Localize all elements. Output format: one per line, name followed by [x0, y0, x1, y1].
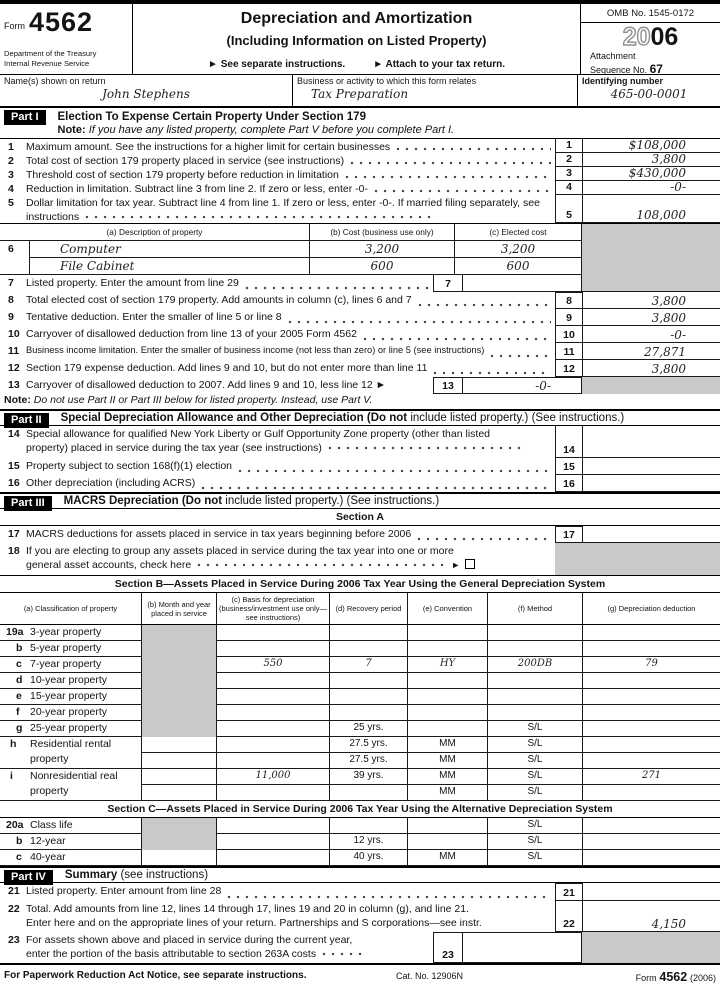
line-21-label: Listed property. Enter amount from line 28	[26, 885, 222, 897]
line-16-value-field[interactable]	[583, 475, 720, 492]
form-header	[0, 4, 720, 75]
name-value[interactable]: John Stephens	[102, 87, 190, 101]
line-12-label: Section 179 expense deduction. Add lines 9 and 10, but do not enter more than line 11	[26, 362, 428, 374]
dotted-leader	[396, 142, 551, 152]
part1-title: Election To Expense Certain Property Under Section 179	[57, 111, 366, 123]
section-b-title: Section B—Assets Placed in Service During 2006 Tax Year Using the General Depreciation System	[0, 575, 720, 593]
line-17-label: MACRS deductions for assets placed in service in tax years beginning before 2006	[26, 528, 412, 540]
attachment-sequence: Attachment Sequence No. 67	[590, 51, 663, 77]
line-16-label: Other depreciation (including ACRS)	[26, 477, 196, 489]
line-11-value-field[interactable]: 27,871	[583, 343, 720, 360]
line-13-number-box: 13	[433, 377, 463, 394]
line-4-row: 4 Reduction in limitation. Subtract line 3 from line 2. If zero or less, enter -0- 4 -0-	[0, 181, 720, 195]
line-17-number-box: 17	[555, 526, 583, 543]
deduction-field[interactable]	[583, 818, 720, 834]
line-8-number-box: 8	[555, 292, 583, 309]
line-17-value-field[interactable]	[583, 526, 720, 543]
recovery-field[interactable]	[330, 689, 408, 705]
recovery-field[interactable]	[330, 673, 408, 689]
line-13-value-field[interactable]: -0-	[463, 377, 582, 394]
basis-field[interactable]: 550	[217, 657, 330, 673]
recovery-preprinted: 25 yrs.	[330, 721, 408, 737]
month-year-field[interactable]	[142, 785, 217, 801]
agency-label: Department of the Treasury Internal Revenue Service	[4, 49, 97, 69]
line-5-row: 5 Dollar limitation for tax year. Subtract line 4 from line 1. If zero or less, enter -0-. If married filing separately, see instructions 5 108,000	[0, 195, 720, 223]
omb-number: OMB No. 1545-0172	[581, 4, 720, 23]
line-8-label: Total elected cost of section 179 property. Add amounts in column (c), lines 6 and 7	[26, 294, 412, 306]
line-11-label: Business income limitation. Enter the smaller of business income (not less than zero) or line 5 (see instructions)	[26, 345, 485, 355]
line-2-number-box: 2	[555, 153, 583, 167]
line-7-row: 7 Listed property. Enter the amount from line 29 7	[0, 275, 720, 292]
line-9-label: Tentative deduction. Enter the smaller of line 5 or line 8	[26, 311, 282, 323]
line-14-number-box: 14	[555, 426, 583, 458]
basis-field[interactable]	[217, 689, 330, 705]
deduction-field[interactable]	[583, 834, 720, 850]
deduction-field[interactable]	[583, 785, 720, 801]
convention-field[interactable]	[408, 834, 488, 850]
col-c-header: (c) Basis for depreciation (business/investment use only—see instructions)	[217, 593, 330, 624]
name-label: Name(s) shown on return	[4, 76, 106, 86]
basis-field[interactable]	[217, 737, 330, 753]
table-row-20a: 20a Class life S/L	[0, 818, 720, 834]
part2-tag: Part II	[4, 413, 49, 428]
shaded-cell	[142, 818, 217, 834]
convention-field[interactable]	[408, 818, 488, 834]
shaded-area	[555, 543, 720, 575]
recovery-field[interactable]	[330, 625, 408, 641]
shaded-cell	[142, 657, 217, 673]
line-9-value-field[interactable]: 3,800	[583, 309, 720, 326]
method-preprinted: S/L	[488, 834, 583, 850]
form-footer	[0, 963, 720, 984]
basis-field[interactable]	[217, 753, 330, 769]
property-cost-field[interactable]: 600	[310, 258, 455, 275]
line-15-number-box: 15	[555, 458, 583, 475]
property-description-field[interactable]: Computer	[30, 241, 310, 258]
line-22-value-field[interactable]: 4,150	[583, 901, 720, 932]
line-18-label: If you are electing to group any assets placed in service during the tax year into one or more	[26, 545, 454, 557]
line-21-number-box: 21	[555, 883, 583, 901]
basis-field[interactable]	[217, 705, 330, 721]
part4-title: Summary	[64, 869, 118, 881]
line-16-row: 16 Other depreciation (including ACRS) 16	[0, 475, 720, 492]
line-14-label: Special allowance for qualified New York Liberty or Gulf Opportunity Zone property (other than listed	[26, 428, 490, 440]
recovery-preprinted: 27.5 yrs.	[330, 753, 408, 769]
col-a-header: (a) Classification of property	[0, 593, 142, 624]
part1-bottom-note: Note: Do not use Part II or Part III below for listed property. Instead, use Part V.	[4, 394, 373, 406]
dotted-leader	[433, 366, 551, 376]
convention-preprinted: MM	[408, 737, 488, 753]
basis-field[interactable]	[217, 818, 330, 834]
line-5-value-field[interactable]: 108,000	[583, 195, 720, 223]
shaded-cell	[142, 689, 217, 705]
dotted-leader	[245, 281, 429, 291]
dotted-leader	[238, 464, 551, 474]
line-21-row: 21 Listed property. Enter amount from line 28 21	[0, 883, 720, 901]
recovery-field[interactable]	[330, 785, 408, 801]
line-23-number-box: 23	[433, 932, 463, 963]
line-23-label: For assets shown above and placed in service during the current year,	[26, 934, 353, 946]
deduction-field[interactable]	[583, 689, 720, 705]
recovery-preprinted: 12 yrs.	[330, 834, 408, 850]
business-value[interactable]: Tax Preparation	[311, 87, 409, 101]
line-1-number-box: 1	[555, 139, 583, 153]
line-6-property-row	[0, 258, 720, 275]
recovery-field[interactable]: 7	[330, 657, 408, 673]
method-field[interactable]	[488, 641, 583, 657]
method-field[interactable]	[488, 625, 583, 641]
property-description-field[interactable]: File Cabinet	[30, 258, 310, 275]
convention-preprinted: MM	[408, 850, 488, 866]
line-14-row: 14 Special allowance for qualified New York Liberty or Gulf Opportunity Zone property (other than listed property) placed in service during the tax year (see instructions) 14	[0, 426, 720, 458]
line-7-label: Listed property. Enter the amount from line 29	[26, 277, 239, 289]
line-3-row: 3 Threshold cost of section 179 property before reduction in limitation 3 $430,000	[0, 167, 720, 181]
part1-note: Note: If you have any listed property, complete Part V before you complete Part I.	[57, 124, 455, 136]
line-14-value-field[interactable]	[583, 426, 720, 458]
deduction-field[interactable]	[583, 753, 720, 769]
table-row-19f: f 20-year property	[0, 705, 720, 721]
tax-year: 2006	[622, 23, 679, 51]
line-10-row: 10 Carryover of disallowed deduction from line 13 of your 2005 Form 4562 10 -0-	[0, 326, 720, 343]
table-row-19h: h Residential rental property 27.5 yrs. MM S/L 27.5 yrs. MM S/L	[0, 737, 720, 769]
month-year-field[interactable]	[142, 850, 217, 866]
shaded-area	[582, 241, 720, 258]
recovery-preprinted: 39 yrs.	[330, 769, 408, 785]
group-assets-checkbox[interactable]	[465, 559, 475, 569]
month-year-field[interactable]	[142, 753, 217, 769]
col-b-header: (b) Cost (business use only)	[310, 224, 455, 241]
recovery-preprinted: 27.5 yrs.	[330, 737, 408, 753]
table-row-19i: i Nonresidential real property 11,000 39 yrs. MM S/L 271 MM S/L	[0, 769, 720, 801]
line-22-row: 22 Total. Add amounts from line 12, lines 14 through 17, lines 19 and 20 in column (g), and line 21. Enter here and on the appropriate lines of your return. Partnerships and S corporations—see instr. 22 4,150	[0, 901, 720, 932]
basis-field[interactable]: 11,000	[217, 769, 330, 785]
section-b-column-headers	[0, 593, 720, 625]
dotted-leader	[363, 332, 551, 342]
basis-field[interactable]	[217, 721, 330, 737]
method-field[interactable]	[488, 705, 583, 721]
method-preprinted: S/L	[488, 818, 583, 834]
method-preprinted: S/L	[488, 769, 583, 785]
table-row-19d: d 10-year property	[0, 673, 720, 689]
line-10-label: Carryover of disallowed deduction from line 13 of your 2005 Form 4562	[26, 328, 357, 340]
shaded-area	[582, 932, 720, 963]
attach-note: ► Attach to your tax return.	[373, 59, 505, 70]
table-row-19g: g 25-year property 25 yrs. S/L	[0, 721, 720, 737]
shaded-cell	[142, 625, 217, 641]
catalog-number: Cat. No. 12906N	[396, 971, 464, 981]
form-number-block	[0, 4, 133, 74]
deduction-field[interactable]	[583, 673, 720, 689]
form-number: 4562	[29, 7, 94, 37]
line-22-number-box: 22	[555, 901, 583, 932]
line-4-value-field[interactable]: -0-	[583, 181, 720, 195]
col-d-header: (d) Recovery period	[330, 593, 408, 624]
shaded-cell	[142, 641, 217, 657]
table-row-20b: b 12-year 12 yrs. S/L	[0, 834, 720, 850]
dotted-leader	[345, 170, 551, 180]
line-12-value-field[interactable]: 3,800	[583, 360, 720, 377]
part3-tag: Part III	[4, 496, 52, 511]
dotted-leader	[197, 559, 449, 568]
business-label: Business or activity to which this form relates	[297, 76, 477, 86]
line-18-row: 18 If you are electing to group any assets placed in service during the tax year into one or more general asset accounts, check here ►	[0, 543, 720, 575]
form-word-label: Form	[4, 21, 25, 31]
section-a-title: Section A	[0, 509, 720, 526]
shaded-cell	[142, 721, 217, 737]
dotted-leader	[85, 211, 437, 220]
part4-header: Part IV Summary (see instructions)	[0, 866, 720, 883]
part1-tag: Part I	[4, 110, 46, 125]
line-17-row: 17 MACRS deductions for assets placed in service in tax years beginning before 2006 17	[0, 526, 720, 543]
method-preprinted: S/L	[488, 850, 583, 866]
line-3-label: Threshold cost of section 179 property before reduction in limitation	[26, 169, 339, 181]
line-10-number-box: 10	[555, 326, 583, 343]
deduction-field[interactable]	[583, 625, 720, 641]
deduction-field[interactable]	[583, 850, 720, 866]
part3-title: MACRS Depreciation (Do not	[63, 495, 223, 507]
dotted-leader	[490, 349, 551, 359]
table-row-19e: e 15-year property	[0, 689, 720, 705]
line-3-number-box: 3	[555, 167, 583, 181]
table-row-20c: c 40-year 40 yrs. MM S/L	[0, 850, 720, 866]
shaded-area	[582, 275, 720, 292]
see-instructions-note: ► See separate instructions.	[208, 59, 346, 70]
convention-preprinted: MM	[408, 785, 488, 801]
line-13-label: Carryover of disallowed deduction to 2007. Add lines 9 and 10, less line 12 ►	[26, 379, 387, 391]
line-22-label: Total. Add amounts from line 12, lines 14 through 17, lines 19 and 20 in column (g), and line 21.	[26, 903, 470, 915]
shaded-cell	[142, 834, 217, 850]
basis-field[interactable]	[217, 673, 330, 689]
omb-block	[580, 4, 720, 77]
property-elected-cost-field[interactable]: 3,200	[455, 241, 582, 258]
part1-header	[0, 108, 720, 139]
line-13-row: 13 Carryover of disallowed deduction to 2007. Add lines 9 and 10, less line 12 ► 13 -0-	[0, 377, 720, 394]
table-row-19c: c 7-year property 550 7 HY 200DB 79	[0, 657, 720, 673]
deduction-field[interactable]	[583, 721, 720, 737]
form-title-block	[133, 4, 580, 74]
basis-field[interactable]	[217, 641, 330, 657]
dotted-leader	[227, 890, 551, 900]
convention-field[interactable]	[408, 705, 488, 721]
table-row-19b: b 5-year property	[0, 641, 720, 657]
dotted-leader	[288, 315, 551, 325]
dotted-leader	[418, 298, 551, 308]
paperwork-notice: For Paperwork Reduction Act Notice, see separate instructions.	[4, 970, 307, 981]
line-1-value-field[interactable]: $108,000	[583, 139, 720, 153]
basis-field[interactable]	[217, 625, 330, 641]
line-9-row: 9 Tentative deduction. Enter the smaller of line 5 or line 8 9 3,800	[0, 309, 720, 326]
convention-field[interactable]	[408, 673, 488, 689]
convention-field[interactable]	[408, 721, 488, 737]
line-23-row: 23 For assets shown above and placed in service during the current year, enter the portion of the basis attributable to section 263A costs 23	[0, 932, 720, 963]
col-f-header: (f) Method	[488, 593, 583, 624]
recovery-field[interactable]	[330, 705, 408, 721]
line-15-value-field[interactable]	[583, 458, 720, 475]
method-preprinted: S/L	[488, 737, 583, 753]
convention-field[interactable]	[408, 641, 488, 657]
month-year-field[interactable]	[142, 769, 217, 785]
method-field[interactable]	[488, 689, 583, 705]
part2-title: Special Depreciation Allowance and Other Depreciation (Do not	[60, 412, 408, 424]
recovery-field[interactable]	[330, 818, 408, 834]
line-4-number-box: 4	[555, 181, 583, 195]
col-g-header: (g) Depreciation deduction	[607, 604, 696, 613]
pointer-arrow: ►	[451, 559, 461, 570]
dotted-leader	[350, 156, 551, 166]
line-6-property-row: 6 Computer 3,200 3,200	[0, 241, 720, 258]
name-field[interactable]	[0, 75, 293, 106]
line-7-value-field[interactable]	[463, 275, 582, 292]
line-9-number-box: 9	[555, 309, 583, 326]
deduction-field[interactable]: 79	[583, 657, 720, 673]
col-c-header: (c) Elected cost	[455, 224, 582, 241]
identifying-number-value[interactable]: 465-00-0001	[610, 87, 688, 101]
dotted-leader	[417, 532, 551, 542]
convention-preprinted: MM	[408, 769, 488, 785]
line-5-number-box: 5	[555, 195, 583, 223]
table-row-19a: 19a 3-year property	[0, 625, 720, 641]
line-11-row: 11 Business income limitation. Enter the smaller of business income (not less than zero) or line 5 (see instructions) 11 27,871	[0, 343, 720, 360]
line-16-number-box: 16	[555, 475, 583, 492]
line-2-label: Total cost of section 179 property placed in service (see instructions)	[26, 155, 345, 167]
shaded-cell	[142, 673, 217, 689]
dotted-leader	[374, 184, 551, 194]
line-15-row: 15 Property subject to section 168(f)(1) election 15	[0, 458, 720, 475]
line-21-value-field[interactable]	[583, 883, 720, 901]
convention-field[interactable]	[408, 625, 488, 641]
recovery-field[interactable]	[330, 641, 408, 657]
dotted-leader	[201, 481, 551, 491]
month-year-field[interactable]	[142, 737, 217, 753]
line-1-row: 1 Maximum amount. See the instructions for a higher limit for certain businesses 1 $108,000	[0, 139, 720, 153]
col-a-header: (a) Description of property	[0, 224, 310, 241]
basis-field[interactable]	[217, 785, 330, 801]
line-2-value-field[interactable]: 3,800	[583, 153, 720, 167]
shaded-area	[582, 224, 720, 241]
deduction-field[interactable]	[583, 737, 720, 753]
line-23-value-field[interactable]	[463, 932, 582, 963]
property-cost-field[interactable]: 3,200	[310, 241, 455, 258]
line-7-number-box: 7	[433, 275, 463, 292]
business-field[interactable]	[293, 75, 578, 106]
line-2-row: 2 Total cost of section 179 property placed in service (see instructions) 2 3,800	[0, 153, 720, 167]
convention-field[interactable]	[408, 689, 488, 705]
line-15-label: Property subject to section 168(f)(1) election	[26, 460, 233, 472]
line-12-number-box: 12	[555, 360, 583, 377]
line-8-value-field[interactable]: 3,800	[583, 292, 720, 309]
part2-header: Part II Special Depreciation Allowance and Other Depreciation (Do not include listed property.) (See instructions.)	[0, 409, 720, 426]
identifying-number-label: Identifying number	[582, 76, 663, 86]
line-6-table-header	[0, 223, 720, 241]
line-10-value-field[interactable]: -0-	[583, 326, 720, 343]
line-1-label: Maximum amount. See the instructions for a higher limit for certain businesses	[26, 141, 391, 153]
identity-row	[0, 75, 720, 108]
method-preprinted: S/L	[488, 753, 583, 769]
line-4-label: Reduction in limitation. Subtract line 3 from line 2. If zero or less, enter -0-	[26, 183, 368, 195]
method-field[interactable]	[488, 673, 583, 689]
convention-field[interactable]: HY	[408, 657, 488, 673]
dotted-leader	[328, 442, 524, 451]
line-12-row: 12 Section 179 expense deduction. Add lines 9 and 10, but do not enter more than line 11 12 3,800	[0, 360, 720, 377]
shaded-cell	[142, 705, 217, 721]
form-footer-id: Form 4562 (2006)	[635, 970, 716, 984]
line-11-number-box: 11	[555, 343, 583, 360]
deduction-field[interactable]	[583, 705, 720, 721]
deduction-field[interactable]: 271	[583, 769, 720, 785]
basis-field[interactable]	[217, 850, 330, 866]
col-b-header: (b) Month and year placed in service	[142, 593, 217, 624]
line-8-row: 8 Total elected cost of section 179 property. Add amounts in column (c), lines 6 and 7 8 3,800	[0, 292, 720, 309]
method-preprinted: S/L	[488, 785, 583, 801]
identifying-number-field[interactable]	[578, 75, 720, 106]
part3-header: Part III MACRS Depreciation (Do not include listed property.) (See instructions.)	[0, 492, 720, 509]
shaded-area	[582, 377, 720, 394]
shaded-area	[582, 258, 720, 275]
recovery-preprinted: 40 yrs.	[330, 850, 408, 866]
method-field[interactable]: 200DB	[488, 657, 583, 673]
dotted-leader	[322, 948, 362, 957]
section-c-title: Section C—Assets Placed in Service During 2006 Tax Year Using the Alternative Depreciation System	[0, 801, 720, 818]
col-e-header: (e) Convention	[408, 593, 488, 624]
form-title: Depreciation and Amortization	[240, 10, 473, 27]
form-subtitle: (Including Information on Listed Property)	[226, 33, 487, 48]
convention-preprinted: MM	[408, 753, 488, 769]
part4-tag: Part IV	[4, 870, 53, 885]
deduction-field[interactable]	[583, 641, 720, 657]
line-5-label: Dollar limitation for tax year. Subtract line 4 from line 1. If zero or less, enter -0-. If married filing separately, see instructions	[26, 197, 540, 223]
line-3-value-field[interactable]: $430,000	[583, 167, 720, 181]
property-elected-cost-field[interactable]: 600	[455, 258, 582, 275]
method-preprinted: S/L	[488, 721, 583, 737]
basis-field[interactable]	[217, 834, 330, 850]
